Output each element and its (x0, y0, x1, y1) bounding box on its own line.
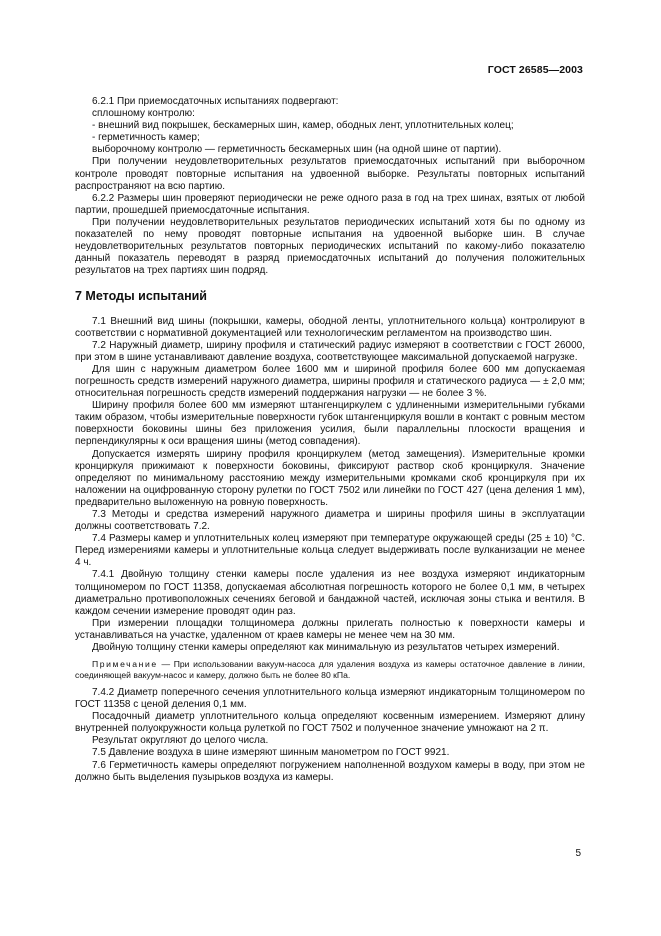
paragraph: 7.4.2 Диаметр поперечного сечения уплотнительного кольца измеряют индикаторным толщиномером по ГОСТ 11358 с ценой деления 0,1 мм. (75, 686, 585, 711)
paragraph: 7.4.1 Двойную толщину стенки камеры после удаления из нее воздуха измеряют индикаторным толщиномером по ГОСТ 11358, допускаемая абсолютная погрешность которого не более 0,1 мм, в четырех диаметрально противоположных сечениях беговой и бандажной частей, исключая зоны стыка и вентиля. В каждом сечении измерение проводят один раз. (75, 569, 585, 617)
note (75, 659, 585, 680)
document-body (75, 96, 585, 784)
paragraph: При получении неудовлетворительных результатов периодических испытаний хотя бы по одному из показателей по нему проводят повторные испытания на удвоенной выборке шин. В случае неудовлетворительных результатов повторных периодических испытаний по какому-либо показателю данный показатель переводят в разряд приемосдаточных испытаний до получения положительных результатов на трех партиях шин подряд. (75, 216, 585, 277)
paragraph: выборочному контролю — герметичность бескамерных шин (на одной шине от партии). (92, 144, 502, 156)
paragraph: Двойную толщину стенки камеры определяют как минимальную из результатов четырех измерений. (92, 642, 560, 654)
paragraph: Ширину профиля более 600 мм измеряют штангенциркулем с удлиненными измерительными губками таким образом, чтобы измерительные поверхности губок штангенциркуля вошли в контакт с ровным местом поверхности боковины шины без приложения усилия, были параллельны плоскости вращения и перпендикулярны к оси вращения шины (метод совпадения). (75, 400, 585, 448)
paragraph: - герметичность камер; (92, 132, 200, 144)
paragraph: 7.6 Герметичность камеры определяют погружением наполненной воздухом камеры в воду, при этом не должно быть выделения пузырьков воздуха из камеры. (75, 759, 585, 783)
paragraph: Посадочный диаметр уплотнительного кольца определяют косвенным измерением. Измеряют длину внутренней полуокружности кольца рулеткой по ГОСТ 7502 и полученное значение умножают на 2 π. (75, 711, 585, 735)
paragraph: сплошному контролю: (92, 108, 195, 120)
paragraph: При получении неудовлетворительных результатов приемосдаточных испытаний при выборочном контроле проводят повторные испытания на удвоенной выборке. Результаты повторных испытаний распространяют на всю партию. (75, 156, 585, 192)
section-heading: 7 Методы испытаний (75, 289, 207, 304)
paragraph: При измерении площадки толщиномера должны прилегать полностью к поверхности камеры и устанавливаться на участке, удаленном от краев камеры не менее чем на 30 мм. (75, 617, 585, 641)
paragraph: 7.4 Размеры камер и уплотнительных колец измеряют при температуре окружающей среды (25 ± 10) °С. Перед измерениями камеры и уплотнительные кольца следует выдерживать после вулканизации не менее 4 ч. (75, 533, 585, 569)
paragraph: 7.1 Внешний вид шины (покрышки, камеры, ободной ленты, уплотнительного кольца) контролируют в соответствии с нормативной документацией или технологическим регламентом на производство шин. (75, 315, 585, 339)
paragraph: 6.2.2 Размеры шин проверяют периодически не реже одного раза в год на трех шинах, взятых от любой партии, прошедшей приемосдаточные испытания. (75, 192, 585, 216)
paragraph: 6.2.1 При приемосдаточных испытаниях подвергают: (92, 96, 339, 107)
paragraph: 7.5 Давление воздуха в шине измеряют шинным манометром по ГОСТ 9921. (92, 747, 450, 759)
paragraph: 7.2 Наружный диаметр, ширину профиля и статический радиус измеряют в соответствии с ГОСТ 26000, при этом в шине устанавливают давление воздуха, соответствующее максимальной допускаемой нагрузке. (75, 339, 585, 363)
paragraph: Допускается измерять ширину профиля кронциркулем (метод замещения). Измерительные кромки кронциркуля прижимают к поверхности боковины, фиксируют раствор скоб кронциркуля. Значение определяют по минимальному расстоянию между измерительными кромками скоб кронциркуля при их наложении на оцифрованную сторону рулетки по ГОСТ 7502 или линейки по ГОСТ 427 (цена деления 1 мм), предварительно выложенную на ровную поверхность. (75, 448, 585, 508)
page-number: 5 (575, 848, 581, 859)
paragraph: Для шин с наружным диаметром более 1600 мм и шириной профиля более 600 мм допускаемая погрешность средств измерений наружного диаметра, ширины профиля и статического радиуса — ± 2,0 мм; относительная погрешность средств измерений поддержания нагрузки — не более 3 %. (75, 363, 585, 400)
paragraph: - внешний вид покрышек, бескамерных шин, камер, ободных лент, уплотнительных колец; (92, 120, 514, 132)
paragraph: 7.3 Методы и средства измерений наружного диаметра и ширины профиля шины в эксплуатации должны соответствовать 7.2. (75, 509, 585, 533)
document-header: ГОСТ 26585—2003 (487, 64, 583, 76)
note-label: Примечание (92, 659, 158, 670)
paragraph: Результат округляют до целого числа. (92, 735, 269, 747)
note-text: — При использовании вакуум-насоса для удаления воздуха из камеры остаточное давление в линии, соединяющей вакуум-насос и камеру, должно быть не более 80 кПа. (75, 659, 586, 680)
